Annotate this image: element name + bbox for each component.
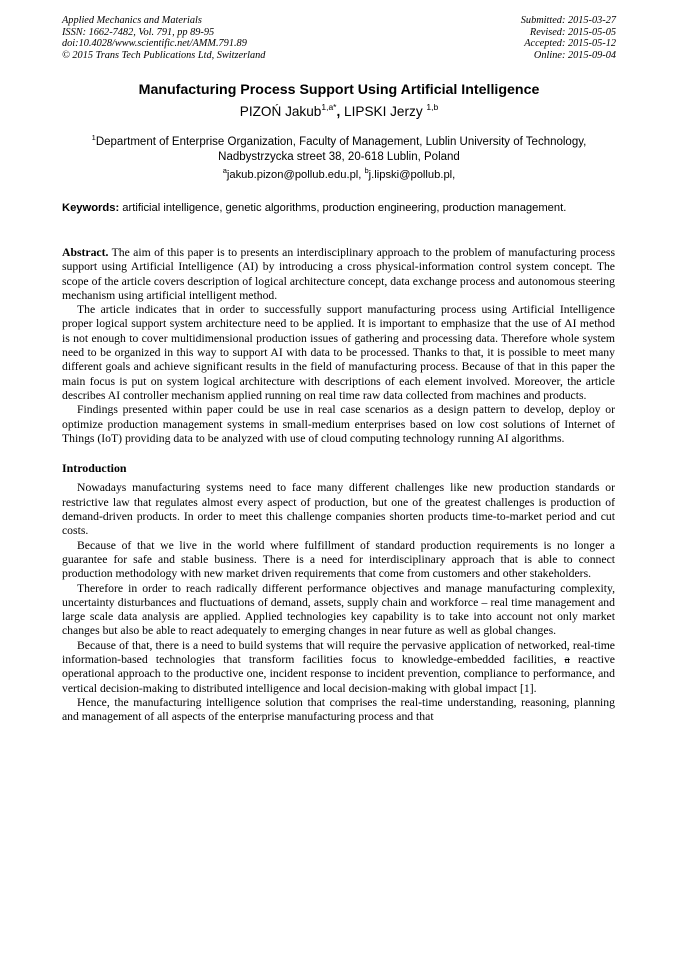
struck-word: a bbox=[564, 653, 570, 667]
date-submitted: Submitted: 2015-03-27 bbox=[520, 15, 616, 26]
paragraph-text: reactive operational approach to the productive one, incident response to incident prevention, compliance to performance, and vertical decision-making to distributed intelligence and local decision-making with global impact [1]. bbox=[62, 653, 615, 695]
email-link[interactable]: j.lipski@pollub.pl, bbox=[368, 169, 456, 181]
section-heading-introduction: Introduction bbox=[62, 461, 127, 476]
author-name: PIZOŃ Jakub bbox=[239, 104, 322, 119]
introduction-paragraph: Hence, the manufacturing intelligence solution that comprises the real-time understanding, reasoning, planning and management of all aspects of the enterprise manufacturing process and that bbox=[62, 695, 615, 724]
introduction-paragraph: Nowadays manufacturing systems need to face many different challenges like new production standards or restrictive law that regulates almost every aspect of production, but one of the greatest challenges is production of demand-driven products. In order to meet this challenge companies shorten products time-to-market period and cut costs. bbox=[62, 481, 615, 538]
keywords-label: Keywords: bbox=[62, 202, 120, 214]
email-link[interactable]: jakub.pizon@pollub.edu.pl, bbox=[226, 169, 362, 181]
paper-title: Manufacturing Process Support Using Artificial Intelligence bbox=[138, 82, 540, 98]
paper-body bbox=[62, 246, 615, 725]
introduction-paragraph: Therefore in order to reach radically different performance objectives and manage manufacturing complexity, uncertainty disturbances and fluctuations of demand, assets, supply chain and workforce – real time management and large scale data analysis are applied. Applied technologies key capability is to take into account not only market changes but also be able to react adequately to emerging changes in near future as well as global changes. bbox=[62, 581, 615, 638]
affiliation-text: Department of Enterprise Organization, Faculty of Management, Lublin University of Technology, Nadbystrzycka street 38, 20-618 Lublin, Poland bbox=[95, 136, 587, 163]
author-list bbox=[0, 102, 678, 119]
author-affiliation-mark: 1,b bbox=[426, 102, 439, 112]
email-mark: b bbox=[364, 166, 369, 175]
paragraph-text: Because of that, there is a need to build systems that will require the pervasive application of networked, real-time information-based technologies that transform facilities focus to knowledge-embedded facilities, bbox=[62, 638, 615, 667]
introduction-paragraph bbox=[62, 639, 615, 696]
abstract-paragraph bbox=[62, 246, 615, 303]
abstract-text: The aim of this paper is to presents an interdisciplinary approach to the problem of manufacturing process support using Artificial Intelligence (AI) by introducing a cross physical-information control system concept. The scope of the article covers description of logical architecture concept, data exchange process and autonomous steering mechanism using artificial intelligent method. bbox=[62, 246, 615, 302]
affiliation-mark: 1 bbox=[91, 133, 96, 142]
abstract-paragraph: Findings presented within paper could be use in real case scenarios as a design pattern to develop, deploy or optimize production management systems in small-medium enterprises based on low cost solutions of Internet of Things (IoT) providing data to be analyzed with use of cloud computing technology running AI algorithms. bbox=[62, 403, 615, 445]
journal-issn: ISSN: 1662-7482, Vol. 791, pp 89-95 bbox=[62, 26, 215, 38]
author-emails bbox=[0, 166, 678, 181]
abstract-paragraph: The article indicates that in order to successfully support manufacturing process using Artificial Intelligence proper logical support system architecture need to be applied. It is important to emphasize that the use of AI method is not enough to cover multidimensional production issues of gathering and processing data. Therefore whole system need to be organized in this way to support AI with data to be processed. Thanks to that, it is possible to meet many different goals and achieve significant results in the field of manufacturing process. Because of that in this paper the main focus is put on system logical architecture with descriptions of each element involved. Moreover, the article describes AI controller mechanism applied running on real time raw data collected from machines and products. bbox=[62, 303, 615, 402]
author-name: LIPSKI Jerzy bbox=[344, 104, 423, 119]
date-revised: Revised: 2015-05-05 bbox=[529, 26, 616, 38]
publication-dates bbox=[521, 15, 616, 61]
affiliation bbox=[60, 130, 618, 165]
date-accepted: Accepted: 2015-05-12 bbox=[524, 38, 616, 50]
author-separator: , bbox=[336, 104, 345, 119]
journal-name: Applied Mechanics and Materials bbox=[62, 15, 202, 26]
abstract-label: Abstract. bbox=[62, 246, 109, 259]
introduction-paragraph: Because of that we live in the world where fulfillment of standard production requirements is no longer a guarantee for safe and stable business. There is a need for interdisciplinary approach that is able to connect production methodology with new market driven requirements that come from customers and other stakeholders. bbox=[62, 538, 615, 581]
date-online: Online: 2015-09-04 bbox=[533, 49, 616, 61]
journal-info bbox=[62, 15, 265, 61]
email-mark: a bbox=[222, 166, 227, 175]
journal-copyright: © 2015 Trans Tech Publications Ltd, Switzerland bbox=[62, 49, 266, 61]
author-affiliation-mark: 1,a* bbox=[321, 102, 337, 112]
keywords-text: artificial intelligence, genetic algorithms, production engineering, production management. bbox=[119, 202, 567, 214]
keywords bbox=[62, 201, 615, 216]
journal-doi: doi:10.4028/www.scientific.net/AMM.791.89 bbox=[62, 38, 247, 50]
